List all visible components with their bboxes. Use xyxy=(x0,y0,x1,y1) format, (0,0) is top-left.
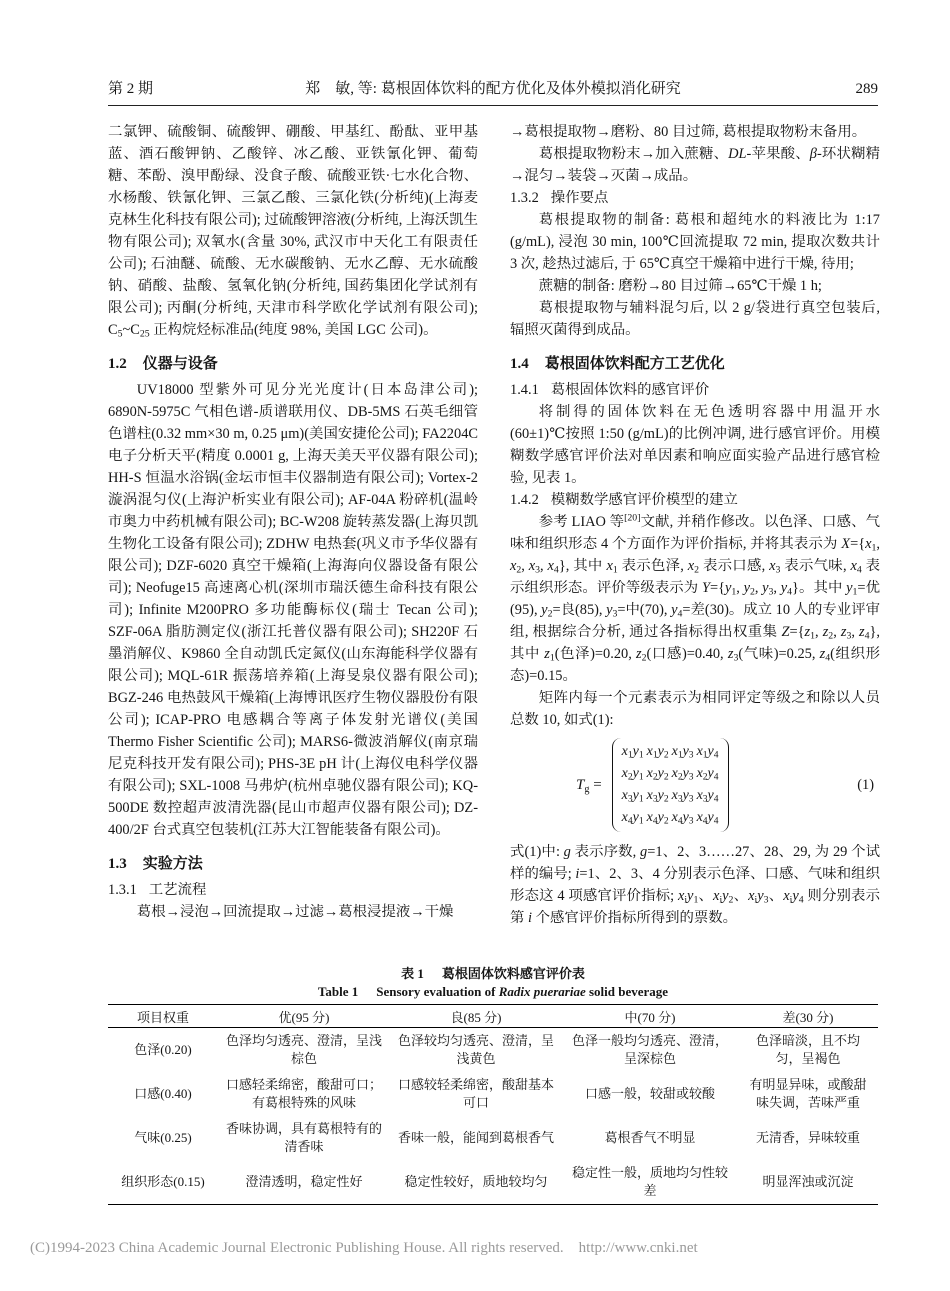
math-run: Y xyxy=(701,580,710,596)
matrix-cell: $x_4y_2$ xyxy=(646,810,669,827)
math-run: $x_i$ xyxy=(748,888,758,906)
math-run: $y_1$ xyxy=(687,888,699,906)
matrix-cell: $x_2y_2$ xyxy=(646,766,669,783)
equation-lhs: $T_g$ = xyxy=(576,777,602,795)
math-run: $y_4$ xyxy=(671,602,683,620)
sucrose-preparation-paragraph: 蔗糖的制备: 磨粉→80 目过筛→65℃干燥 1 h; xyxy=(538,278,822,294)
math-run: $z_1$ xyxy=(544,646,555,664)
math-run: $z_4$ xyxy=(858,624,870,642)
matrix-cell: $x_3y_3$ xyxy=(671,788,694,805)
math-run: $y_3$ xyxy=(606,602,618,620)
matrix-cell: $x_4y_3$ xyxy=(671,810,694,827)
matrix-cell: $x_2y_1$ xyxy=(621,766,644,783)
math-run: $y_4$ xyxy=(780,580,792,598)
math-run: β xyxy=(809,146,817,162)
matrix-cell: $x_4y_1$ xyxy=(621,810,644,827)
matrix-intro-paragraph: 矩阵内每一个元素表示为相同评定等级之和除以人员总数 10, 如式(1): xyxy=(510,690,880,728)
math-run: $y_3$ xyxy=(757,888,769,906)
running-header xyxy=(108,78,878,100)
math-run: $y_2$ xyxy=(722,888,734,906)
table-caption-title-en: Sensory evaluation of Radix puerariae solid beverage xyxy=(376,984,669,999)
table-caption-title: 葛根固体饮料感官评价表 xyxy=(441,966,585,981)
matrix-cell: $x_1y_3$ xyxy=(671,744,694,761)
instruments-paragraph: UV18000 型紫外可见分光光度计(日本岛津公司); 6890N-5975C 气相色谱-质谱联用仪、DB-5MS 石英毛细管色谱柱(0.32 mm×30 m, 0.25 μm)(美国安捷伦公司); FA2204C 电子分析天平(精度 0.0001 g, 上海天美天平仪器有限公司); HH-S 恒温水浴锅(金坛市恒丰仪器制造有限公司); Vortex-2 漩涡混匀仪(上海沪析实业有限公司); AF-04A 粉碎机(温岭市奥力中药机械有限公司); BC-W208 旋转蒸发器(上海贝凯生物化工设备有限公司); ZDHW 电热套(巩义市予华仪器有限公司); DZF-6020 真空干燥箱(上海海向仪器设备有限公司); Neofuge15 高速离心机(深圳市瑞沃德生命科技有限公司); Infinite M200PRO 多功能酶标仪(瑞士 Tecan 公司); SZF-06A 脂肪测定仪(浙江托普仪器有限公司); SH220F 石墨消解仪、K9860 全自动凯氏定氮仪(山东海能科学仪器有限公司); MQL-61R 振荡培养箱(上海旻泉仪器有限公司); BGZ-246 电热鼓风干燥箱(上海博讯医疗生物仪器股份有限公司); ICAP-PRO 电感耦合等离子体发射光谱仪(美国 Thermo Fisher Scientific 公司); MARS6-微波消解仪(南京瑞尼克科技开发有限公司); PHS-3E pH 计(上海仪电科学仪器有限公司); SXL-1008 马弗炉(杭州卓驰仪器有限公司); KQ-500DE 数控超声波清洗器(昆山市超声仪器有限公司); DZ-400/2F 台式真空包装机(江苏大江智能装备有限公司)。 xyxy=(108,382,478,838)
equation-number: (1) xyxy=(857,777,874,793)
math-run: Z xyxy=(781,624,790,640)
reagents-paragraph: 二氯钾、硫酸铜、硫酸钾、硼酸、甲基红、酚酞、亚甲基蓝、酒石酸钾钠、乙酸锌、冰乙酸、亚铁氰化钾、葡萄糖、苯酚、溴甲酚绿、没食子酸、硫酸亚铁·七水化合物、水杨酸、铁氰化钾、三氯乙酸、三氯化铁(分析纯)(上海麦克林生化科技有限公司); 过硫酸钾溶液(分析纯, 上海沃凯生物有限公司); 双氧水(含量 30%, 武汉市中天化工有限责任公司); 石油醚、硫酸、无水碳酸钠、无水乙醇、无水硫酸钠、硝酸、盐酸、氢氧化钠(分析纯, 国药集团化学试剂有限公司); 丙酮(分析纯, 天津市科学欧化学试剂有限公司); $C_5\sim C_{25}$ 正构烷烃标准品(纯度 98%, 美国 LGC 公司)。 xyxy=(108,124,478,340)
table-caption-label-en: Table 1 xyxy=(317,984,359,999)
subsection-title: 葛根固体饮料的感官评价 xyxy=(550,382,710,398)
subsection-number: 1.3.2 xyxy=(510,190,539,206)
subsection-number: 1.4.1 xyxy=(510,382,539,398)
math-run: $y_1$ xyxy=(724,580,737,598)
subsection-title: 操作要点 xyxy=(550,190,609,206)
process-flow-line-2: 葛根提取物粉末→加入蔗糖、DL-苹果酸、β-环状糊精→混匀→装袋→灭菌→成品。 xyxy=(510,146,881,184)
math-run: $x_4$ xyxy=(547,558,559,576)
table-row xyxy=(108,1160,878,1205)
math-run: $z_2$ xyxy=(636,646,647,664)
math-run: $x_i$ xyxy=(713,888,723,906)
table-row xyxy=(108,1028,878,1073)
subsection-number: 1.4.2 xyxy=(510,492,539,508)
math-run: $z_1$ xyxy=(804,624,816,642)
packaging-paragraph: 葛根提取物与辅料混匀后, 以 2 g/袋进行真空包装后, 辐照灭菌得到成品。 xyxy=(510,300,880,338)
math-run: $x_i$ xyxy=(677,888,688,906)
process-flow-continuation: →葛根提取物→磨粉、80 目过筛, 葛根提取物粉末备用。 xyxy=(510,124,867,140)
section-title: 仪器与设备 xyxy=(142,356,218,372)
math-run: $y_3$ xyxy=(762,580,774,598)
table-cell: 口感较轻柔绵密，酸甜基本可口 xyxy=(397,1077,554,1110)
table-cell: 色泽一般均匀透亮、澄清，呈深棕色 xyxy=(571,1033,728,1066)
math-run: $x_2$ xyxy=(510,558,522,576)
table-cell: 色泽暗淡，且不均匀，呈褐色 xyxy=(755,1033,860,1066)
subsection-heading-1-4-2 xyxy=(510,489,880,511)
copyright-footer: (C)1994-2023 China Academic Journal Electronic Publishing House. All rights reserved. http://www.cnki.net xyxy=(30,1240,698,1256)
table-cell: 口感(0.40) xyxy=(134,1086,192,1101)
header-cell: 项目权重 xyxy=(108,1005,218,1028)
section-number: 1.3 xyxy=(108,856,127,872)
section-heading-1-4 xyxy=(510,352,880,376)
table-caption-en xyxy=(108,983,878,1001)
math-run: 25 xyxy=(139,328,150,340)
math-run: $x_2$ xyxy=(687,558,700,576)
matrix-cell: $x_1y_4$ xyxy=(696,744,719,761)
math-run: $x_1$ xyxy=(606,558,618,576)
math-run: i xyxy=(528,910,532,926)
matrix-cell: $x_1y_2$ xyxy=(646,744,669,761)
issue-number: 第 2 期 xyxy=(108,81,154,97)
matrix-cell: $x_2y_3$ xyxy=(671,766,694,783)
math-run: $x_1$ xyxy=(865,536,877,554)
math-run: $z_3$ xyxy=(840,624,852,642)
math-run: [20] xyxy=(624,512,641,524)
table-cell: 澄清透明，稳定性好 xyxy=(218,1160,390,1205)
math-run: $x_i$ xyxy=(783,888,793,906)
header-cell: 良(85 分) xyxy=(390,1005,562,1028)
page-number: 289 xyxy=(855,81,878,97)
table-cell: 口感轻柔绵密，酸甜可口；有葛根特殊的风味 xyxy=(225,1077,382,1110)
subsection-heading-1-4-1 xyxy=(510,379,880,401)
section-number: 1.4 xyxy=(510,356,529,372)
math-run: $z_4$ xyxy=(819,646,831,664)
math-run: $z_3$ xyxy=(727,646,739,664)
table-row xyxy=(108,1072,878,1116)
table-cell: 葛根香气不明显 xyxy=(604,1130,696,1145)
running-title: 郑 敏, 等: 葛根固体饮料的配方优化及体外模拟消化研究 xyxy=(305,81,681,97)
section-title: 实验方法 xyxy=(142,856,203,872)
header-cell: 差(30 分) xyxy=(738,1005,878,1028)
fuzzy-model-paragraph: 参考 LIAO 等[20]文献, 并稍作修改。以色泽、口感、气味和组织形态 4 个方面作为评价指标, 并将其表示为 $X=\{x_1$, $x_2$, $x_3$, $x_4$}, 其中 $x_1$ 表示色泽, $x_2$ 表示口感, $x_3$ 表示气味, $x_4$ 表示组织形态。评价等级表示为 $Y=\{y_1$, $y_2$, $y_3$, $y_4$}。其中 $y_1=$优(95), $y_2=$良(85), $y_3=$中(70), $y_4=$差(30)。成立 10 人的专业评审组, 根据综合分析, 通过各指标得出权重集 $Z=\{z_1$, $z_2$, $z_3$, $z_4$}, 其中 $z_1$(色泽)=0.20, $z_2$(口感)=0.40, $z_3$(气味)=0.25, $z_4$(组织形态)=0.15。 xyxy=(510,512,881,684)
table-caption xyxy=(108,965,878,1001)
section-title: 葛根固体饮料配方工艺优化 xyxy=(544,356,725,372)
matrix-cell: $x_4y_4$ xyxy=(696,810,719,827)
math-run: $x_3$ xyxy=(769,558,781,576)
table-cell: 香味协调，具有葛根特有的清香味 xyxy=(225,1121,382,1154)
header-cell: 中(70 分) xyxy=(562,1005,738,1028)
table-cell: 明显浑浊或沉淀 xyxy=(738,1160,878,1205)
matrix-cell: $x_3y_4$ xyxy=(696,788,719,805)
extract-preparation-paragraph: 葛根提取物的制备: 葛根和超纯水的料液比为 1:17 (g/mL), 浸泡 30 min, 100℃回流提取 72 min, 提取次数共计 3 次, 趁热过滤后, 于 65℃真空干燥箱中进行干燥, 待用; xyxy=(510,212,880,272)
table-cell: 组织形态(0.15) xyxy=(108,1160,218,1205)
process-flow-line: 葛根→浸泡→回流提取→过滤→葛根浸提液→干燥 xyxy=(136,904,454,920)
matrix-cell: $x_3y_1$ xyxy=(621,788,644,805)
math-run: $x_3$ xyxy=(528,558,541,576)
left-column xyxy=(108,121,478,923)
table-cell: 色泽(0.20) xyxy=(134,1042,192,1057)
math-run: $T_g$ xyxy=(576,777,590,795)
subsection-heading-1-3-2 xyxy=(510,187,880,209)
table-cell: 色泽较均匀透亮、澄清，呈浅黄色 xyxy=(397,1033,554,1066)
sensory-table xyxy=(108,1004,878,1205)
math-run: 5 xyxy=(117,328,123,340)
header-rule xyxy=(108,105,878,106)
table-cell: 气味(0.25) xyxy=(134,1130,192,1145)
table-cell: 稳定性较好，质地较均匀 xyxy=(390,1160,562,1205)
right-column xyxy=(510,121,880,929)
matrix-cell: $x_2y_4$ xyxy=(696,766,719,783)
subsection-title: 模糊数学感官评价模型的建立 xyxy=(550,492,738,508)
math-run: g xyxy=(640,844,648,860)
math-run: $y_4$ xyxy=(792,888,804,906)
table-caption-label: 表 1 xyxy=(401,966,424,981)
table-cell: 香味一般，能闻到葛根香气 xyxy=(397,1130,554,1145)
section-heading-1-3 xyxy=(108,852,478,876)
table-cell: 口感一般，较甜或较酸 xyxy=(584,1086,715,1101)
table-cell: 有明显异味，或酸甜味失调，苦味严重 xyxy=(749,1077,867,1110)
table-row xyxy=(108,1116,878,1160)
math-run: i xyxy=(575,866,580,882)
subsection-number: 1.3.1 xyxy=(108,882,137,898)
math-run: DL xyxy=(728,146,747,162)
subsection-heading-1-3-1 xyxy=(108,879,478,901)
math-run: $y_2$ xyxy=(541,602,553,620)
table-cell: 色泽均匀透亮、澄清，呈浅棕色 xyxy=(225,1033,382,1066)
table-header-row xyxy=(108,1005,878,1028)
math-run: $y_1$ xyxy=(846,580,858,598)
section-heading-1-2 xyxy=(108,352,478,376)
math-run: X xyxy=(841,536,851,552)
table-cell: 稳定性一般，质地均匀性较差 xyxy=(562,1160,738,1205)
subsection-title: 工艺流程 xyxy=(148,882,207,898)
equation-explanation-paragraph: 式(1)中: g 表示序数, g=1、2、3……27、28、29, 为 29 个试样的编号; i=1、2、3、4 分别表示色泽、口感、气味和组织形态这 4 项感官评价指标; $x_iy_1$、$x_iy_2$、$x_iy_3$、$x_iy_4$ 则分别表示第 i 个感官评价指标所得到的票数。 xyxy=(510,844,881,926)
table-caption-cn xyxy=(108,965,878,983)
matrix-body xyxy=(612,738,729,832)
equation-1 xyxy=(510,735,880,835)
math-run: Radix puerariae xyxy=(498,984,586,999)
math-run: $x_4$ xyxy=(850,558,862,576)
sensory-evaluation-paragraph: 将制得的固体饮料在无色透明容器中用温开水(60±1)℃按照 1:50 (g/mL)的比例冲调, 进行感官评价。用模糊数学感官评价法对单因素和响应面实验产品进行感官检验, 见表 1。 xyxy=(510,404,880,486)
math-run: g xyxy=(563,844,571,860)
table-cell: 无清香，异味较重 xyxy=(755,1130,860,1145)
matrix-cell: $x_1y_1$ xyxy=(621,744,644,761)
math-run: $y_2$ xyxy=(743,580,755,598)
section-number: 1.2 xyxy=(108,356,127,372)
matrix-cell: $x_3y_2$ xyxy=(646,788,669,805)
header-cell: 优(95 分) xyxy=(218,1005,390,1028)
math-run: $z_2$ xyxy=(822,624,834,642)
